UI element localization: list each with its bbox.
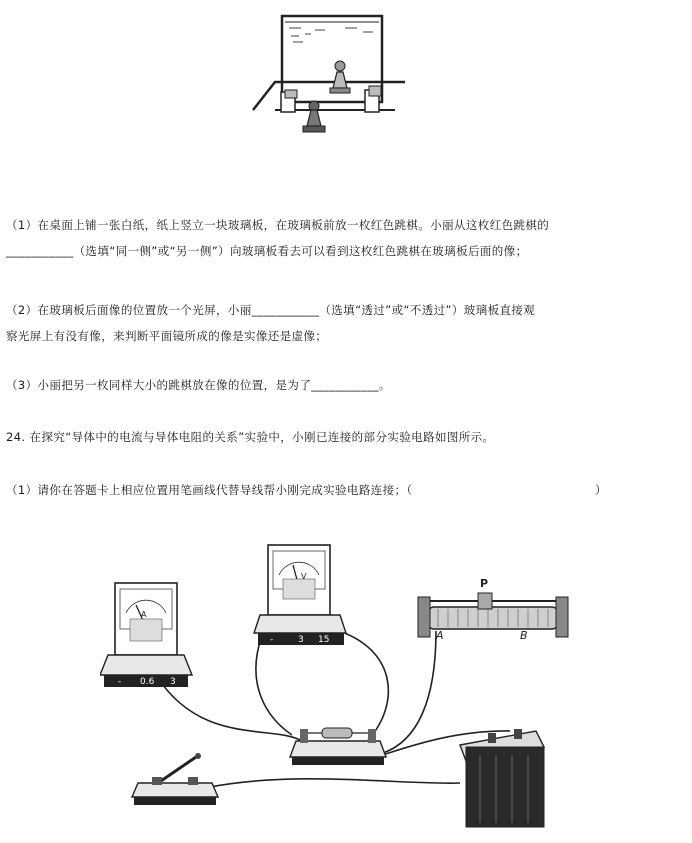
voltmeter	[254, 545, 346, 645]
red-chess-piece	[303, 101, 325, 132]
question-1	[6, 212, 688, 264]
ammeter-terminal-3: 3	[170, 677, 176, 687]
resistor	[290, 728, 386, 765]
question-3-line-1: （3）小丽把另一枚同样大小的跳棋放在像的位置，是为了___________。	[6, 378, 391, 392]
image-chess-piece	[330, 61, 350, 93]
circuit-figure	[100, 535, 592, 835]
voltmeter-terminal-neg: -	[270, 635, 274, 645]
rheostat-end-a: A	[436, 629, 444, 642]
switch	[132, 753, 218, 805]
problem-24-sub-1	[6, 477, 688, 503]
ammeter-symbol: A	[141, 610, 147, 619]
question-2-line-2: 察光屏上有没有像，来判断平面镜所成的像是实像还是虚像；	[6, 329, 328, 343]
voltmeter-terminal-3: 3	[298, 635, 304, 645]
voltmeter-terminal-15: 15	[318, 635, 330, 645]
rheostat-end-b: B	[520, 629, 528, 642]
question-2	[6, 297, 688, 349]
question-2-line-1: （2）在玻璃板后面像的位置放一个光屏，小丽___________（选填“透过”或“不透过”）玻璃板直接观	[6, 303, 536, 317]
ammeter-terminal-neg: -	[118, 677, 122, 687]
question-1-line-2: ___________（选填“同一侧”或“另一侧”）向玻璃板看去可以看到这枚红色跳棋在玻璃板后面的像；	[6, 244, 528, 258]
answer-blank-paren-close: ）	[595, 483, 607, 497]
wire-switch-to-battery	[210, 779, 460, 787]
voltmeter-symbol: V	[301, 572, 307, 581]
ammeter	[100, 583, 192, 687]
mirror-experiment-figure	[245, 10, 415, 140]
ammeter-terminal-0-6: 0.6	[140, 677, 155, 687]
question-1-line-1: （1）在桌面上铺一张白纸，纸上竖立一块玻璃板，在玻璃板前放一枚红色跳棋。小丽从这枚红色跳棋的	[6, 218, 550, 232]
problem-24-stem-text: 24. 在探究“导体中的电流与导体电阻的关系”实验中，小刚已连接的部分实验电路如图所示。	[6, 430, 495, 444]
rheostat-slider-label: P	[480, 577, 489, 590]
question-3	[6, 372, 688, 398]
battery	[460, 729, 544, 827]
rheostat	[418, 577, 568, 642]
problem-24-sub-1-text: （1）请你在答题卡上相应位置用笔画线代替导线帮小刚完成实验电路连接；（	[6, 483, 413, 497]
problem-24-stem	[6, 424, 688, 450]
wire-rheostat-to-resistor	[376, 631, 436, 755]
